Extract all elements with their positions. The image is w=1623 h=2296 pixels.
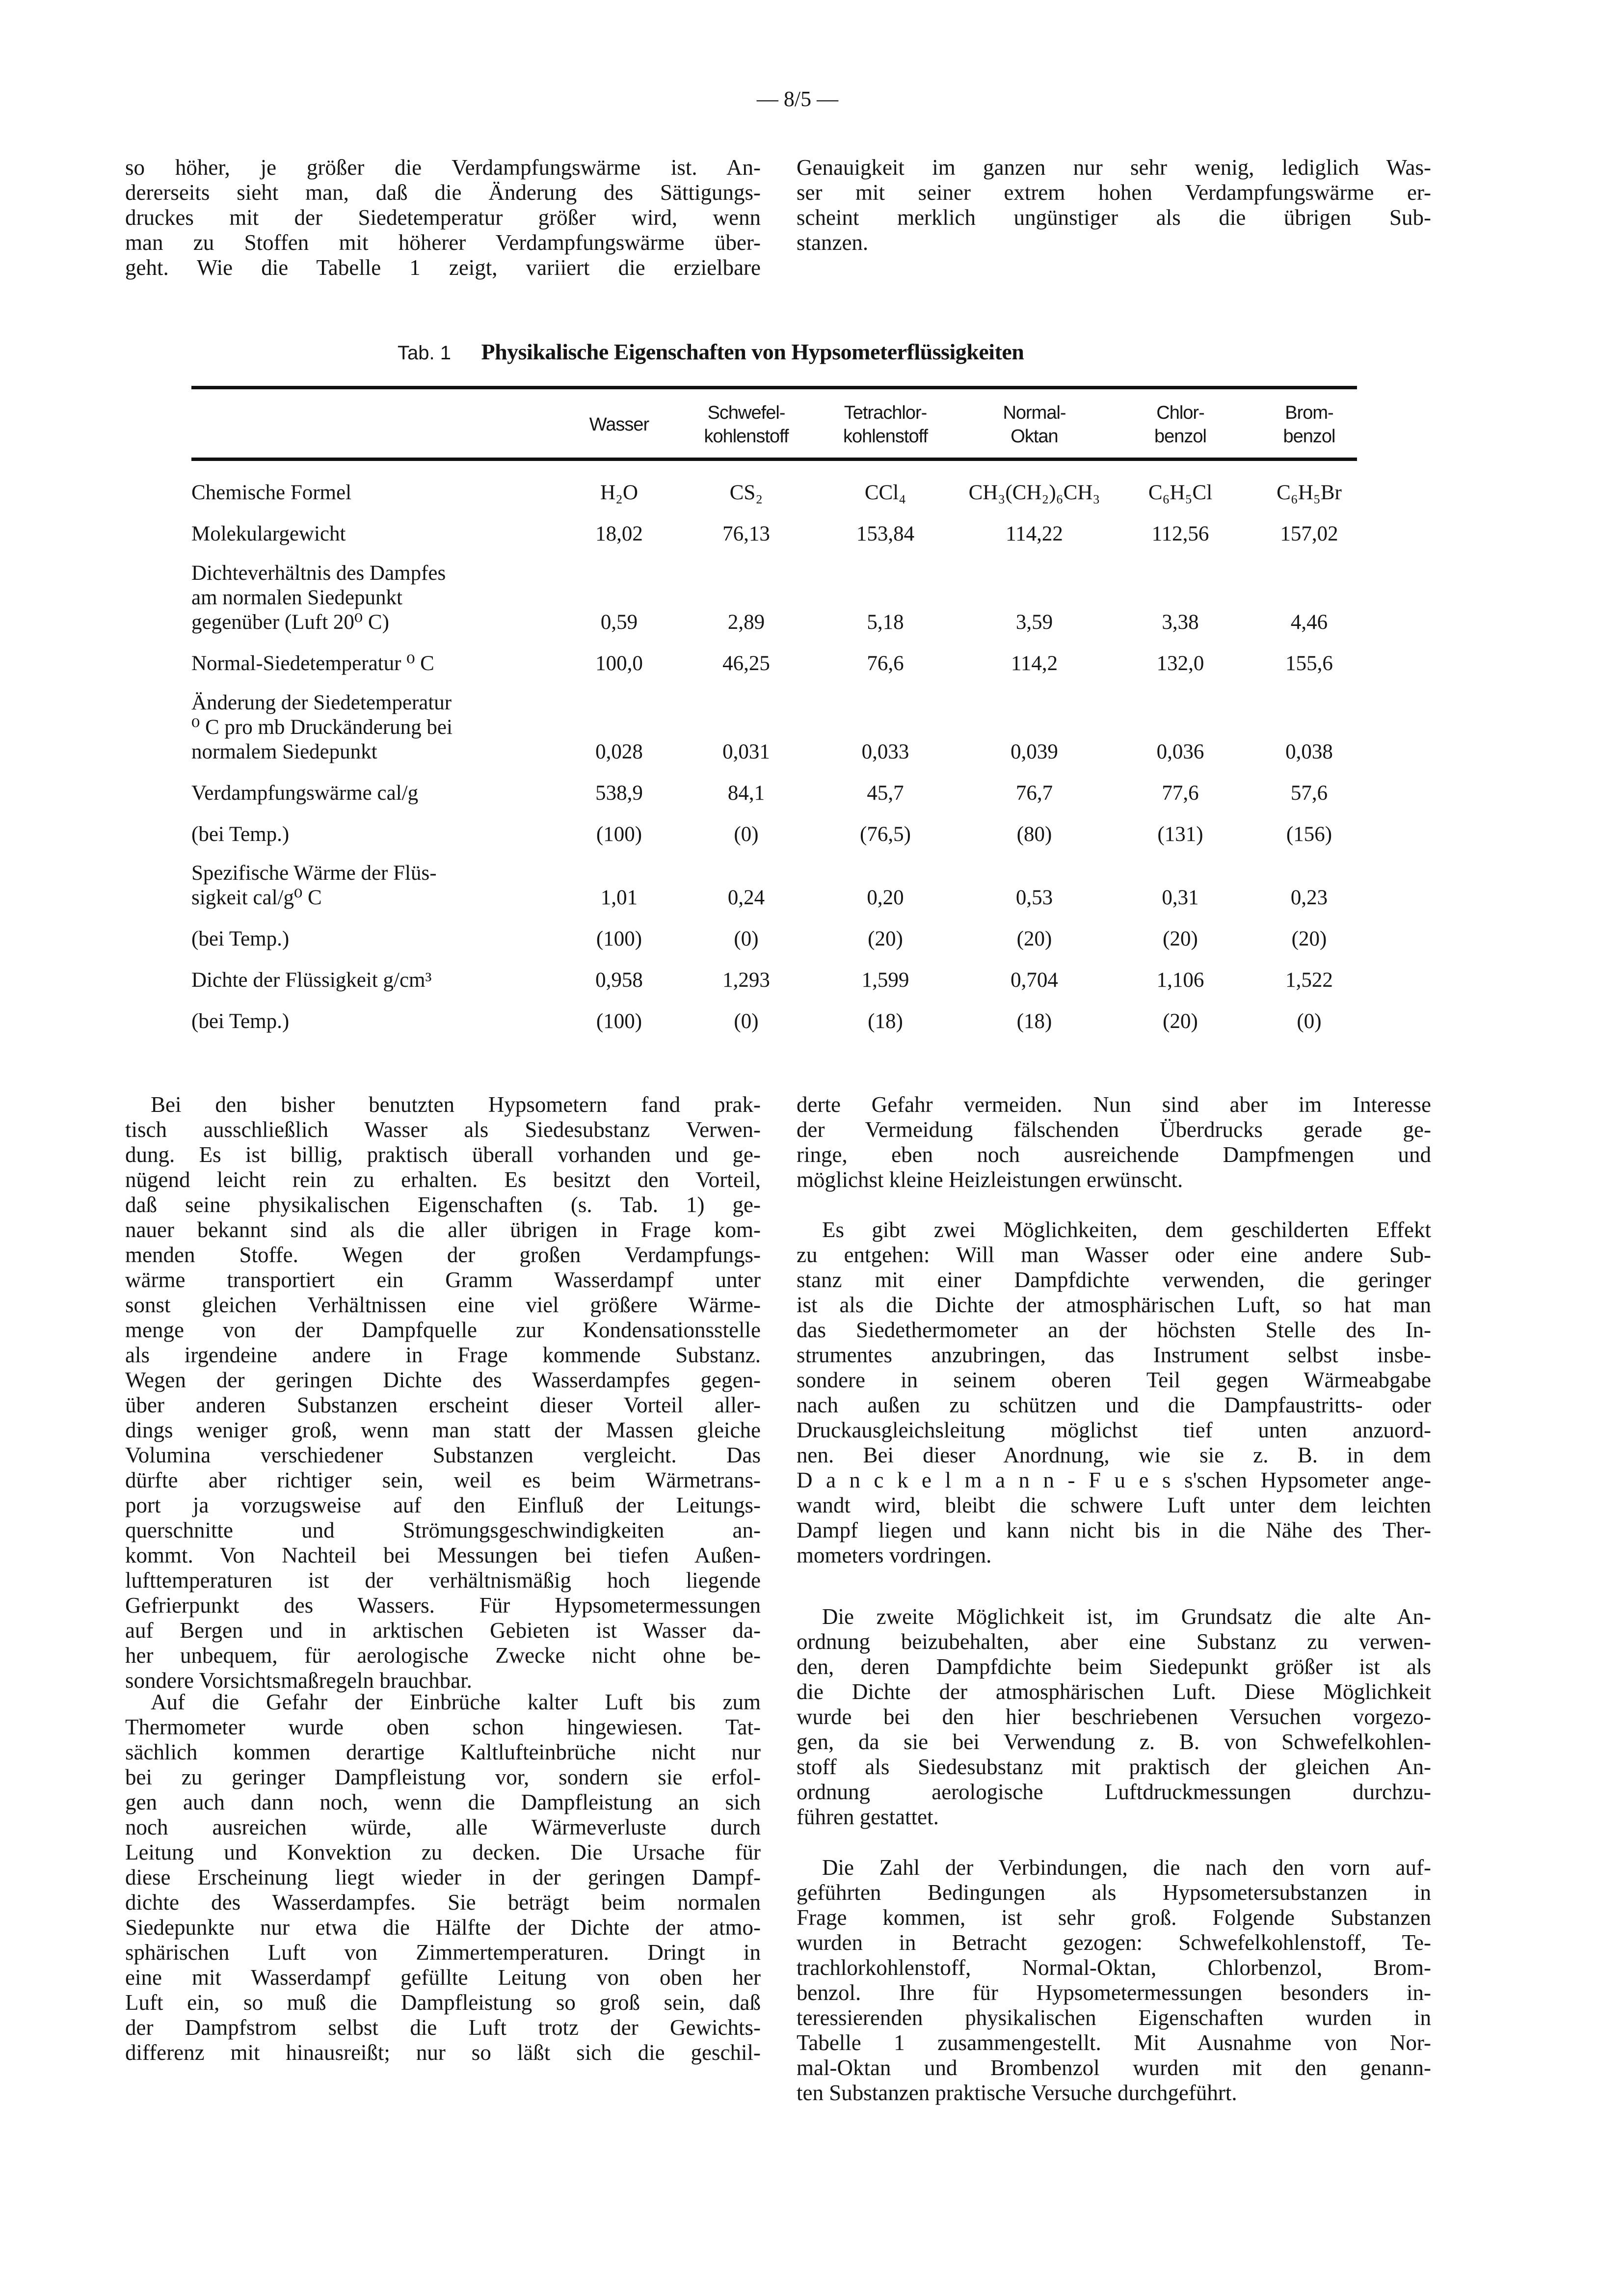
text-line: nauer bekannt sind als die aller übrigen in Frage kom-	[125, 1217, 761, 1242]
table-header-row	[191, 390, 1369, 459]
table-cell: 76,7	[1015, 782, 1053, 805]
row-label-line: Verdampfungswärme cal/g	[191, 782, 419, 805]
text-line: bei zu geringer Dampfleistung vor, sondern sie erfol-	[125, 1765, 761, 1789]
text-line: sondere in seinem oberen Teil gegen Wärmeabgabe	[797, 1368, 1431, 1392]
row-label-line: Molekulargewicht	[191, 522, 346, 545]
text-line: Die zweite Möglichkeit ist, im Grundsatz die alte An-	[822, 1604, 1431, 1629]
text-line: ordnung beizubehalten, aber eine Substanz zu verwen-	[797, 1629, 1431, 1654]
column-header-line: Tetrachlor-	[844, 403, 927, 423]
table-cell: (100)	[596, 823, 642, 846]
paragraph-body-right-1	[797, 1092, 1431, 1192]
column-header-line: Brom-	[1285, 403, 1333, 423]
table-cell: (20)	[1163, 1010, 1198, 1033]
text-line: so höher, je größer die Verdampfungswärme ist. An-	[125, 155, 761, 180]
column-header-line: Wasser	[589, 414, 649, 435]
column-header	[679, 390, 814, 459]
text-line: scheint merklich ungünstiger als die übrigen Sub-	[797, 205, 1431, 230]
row-label	[191, 553, 559, 642]
text-line: querschnitte und Strömungsgeschwindigkeiten an-	[125, 1518, 761, 1542]
table-cell: 112,56	[1151, 522, 1209, 545]
table-cell: 1,01	[600, 886, 638, 909]
paragraph-body-right-2	[797, 1217, 1431, 1568]
text-line: das Siedethermometer an der höchsten Stelle des In-	[797, 1318, 1431, 1342]
row-label	[191, 683, 559, 771]
column-header	[1112, 390, 1249, 459]
column-header-line: kohlenstoff	[704, 426, 789, 447]
table-cell: (0)	[734, 1010, 759, 1033]
table-cell: (20)	[1291, 927, 1327, 950]
text-line: stanz mit einer Dampfdichte verwenden, die geringer	[797, 1268, 1431, 1292]
row-label	[191, 642, 559, 683]
table-row	[191, 854, 1369, 917]
table-cell: 155,6	[1285, 652, 1333, 675]
table-cell: 1,293	[722, 969, 770, 992]
table-cell: (100)	[596, 1010, 642, 1033]
text-line: dürfte aber richtiger sein, weil es beim Wärmetrans-	[125, 1468, 761, 1492]
text-line: druckes mit der Siedetemperatur größer wird, wenn	[125, 205, 761, 230]
table-cell: (20)	[868, 927, 903, 950]
table-row	[191, 958, 1369, 999]
table-cell: CCl₄	[864, 481, 906, 504]
text-line: Es gibt zwei Möglichkeiten, dem geschilderten Effekt	[822, 1217, 1431, 1242]
table-cell: (100)	[596, 927, 642, 950]
text-line: Gefrierpunkt des Wassers. Für Hypsometermessungen	[125, 1593, 761, 1618]
table-cell: 0,53	[1015, 886, 1053, 909]
table-cell: (20)	[1163, 927, 1198, 950]
table-cell: 1,599	[861, 969, 909, 992]
text-line: nügend leicht rein zu erhalten. Es besitzt den Vorteil,	[125, 1167, 761, 1192]
text-line: trachlorkohlenstoff, Normal-Oktan, Chlorbenzol, Brom-	[797, 1955, 1431, 1980]
column-header-line: Oktan	[1011, 426, 1058, 447]
text-line: her unbequem, für aerologische Zwecke nicht ohne be-	[125, 1643, 761, 1668]
text-line: wandt wird, bleibt die schwere Luft unter dem leichten	[797, 1493, 1431, 1517]
text-line: den, deren Dampfdichte beim Siedepunkt größer ist als	[797, 1654, 1431, 1679]
text-line: Druckausgleichsleitung möglichst tief unten anzuord-	[797, 1418, 1431, 1442]
text-line: geführten Bedingungen als Hypsometersubstanzen in	[797, 1880, 1431, 1905]
text-line: auf Bergen und in arktischen Gebieten ist Wasser da-	[125, 1618, 761, 1643]
text-line: tisch ausschließlich Wasser als Siedesubstanz Verwen-	[125, 1117, 761, 1142]
text-line: Siedepunkte nur etwa die Hälfte der Dichte der atmo-	[125, 1915, 761, 1940]
row-label	[191, 812, 559, 854]
table-cell: 153,84	[856, 522, 915, 545]
table-cell: 0,036	[1156, 740, 1204, 763]
table-cell: (0)	[734, 823, 759, 846]
row-label-line: Spezifische Wärme der Flüs-	[191, 862, 437, 885]
paragraph-body-left-1	[125, 1092, 761, 1693]
table-cell: 0,038	[1285, 740, 1333, 763]
row-label-line: normalem Siedepunkt	[191, 740, 377, 763]
text-line: gen, da sie bei Verwendung z. B. von Schwefelkohlen-	[797, 1729, 1431, 1754]
table-cell: 0,23	[1290, 886, 1328, 909]
table-cell: 1,106	[1156, 969, 1204, 992]
text-line: Frage kommen, ist sehr groß. Folgende Substanzen	[797, 1905, 1431, 1930]
table-cell: CH₃(CH₂)₆CH₃	[968, 481, 1100, 504]
text-line: geht. Wie die Tabelle 1 zeigt, variiert die erzielbare	[125, 255, 761, 280]
page-number: — 8/5 —	[756, 87, 839, 111]
table-row	[191, 553, 1369, 642]
table-cell: 0,20	[867, 886, 904, 909]
text-line: eine mit Wasserdampf gefüllte Leitung von oben her	[125, 1965, 761, 1990]
row-label-line: ⁰ C pro mb Druckänderung bei	[191, 716, 452, 739]
table-row	[191, 771, 1369, 812]
text-line: über anderen Substanzen erscheint dieser Vorteil aller-	[125, 1393, 761, 1417]
table-row	[191, 917, 1369, 958]
table-cell: 100,0	[595, 652, 643, 675]
table-cell: (156)	[1286, 823, 1332, 846]
column-header	[559, 390, 679, 459]
text-line: ser mit seiner extrem hohen Verdampfungswärme er-	[797, 180, 1431, 205]
text-line: Volumina verschiedener Substanzen vergleicht. Das	[125, 1443, 761, 1467]
table-cell: 132,0	[1156, 652, 1204, 675]
text-line: sphärischen Luft von Zimmertemperaturen. Dringt in	[125, 1940, 761, 1965]
row-label	[191, 512, 559, 553]
text-line: Genauigkeit im ganzen nur sehr wenig, lediglich Was-	[797, 155, 1431, 180]
table-cell: 157,02	[1280, 522, 1338, 545]
text-line: Luft ein, so muß die Dampfleistung so groß sein, daß	[125, 1990, 761, 2015]
table-cell: C₆H₅Cl	[1148, 481, 1213, 504]
text-line: Tabelle 1 zusammengestellt. Mit Ausnahme von Nor-	[797, 2030, 1431, 2055]
table-cell: (76,5)	[860, 823, 911, 846]
table-cell: 0,31	[1162, 886, 1199, 909]
table-cell: 0,59	[600, 611, 638, 634]
text-line: Auf die Gefahr der Einbrüche kalter Luft bis zum	[151, 1690, 761, 1714]
column-header-line: Chlor-	[1156, 403, 1204, 423]
row-label	[191, 771, 559, 812]
text-line: daß seine physikalischen Eigenschaften (s. Tab. 1) ge-	[125, 1192, 761, 1217]
text-line: benzol. Ihre für Hypsometermessungen besonders in-	[797, 1980, 1431, 2005]
text-line: wurden in Betracht gezogen: Schwefelkohlenstoff, Te-	[797, 1930, 1431, 1955]
table-cell: (0)	[1297, 1010, 1322, 1033]
table-cell: (18)	[1016, 1010, 1052, 1033]
text-line: als irgendeine andere in Frage kommende Substanz.	[125, 1343, 761, 1367]
text-line: mal-Oktan und Brombenzol wurden mit den genann-	[797, 2055, 1431, 2080]
text-line: gen auch dann noch, wenn die Dampfleistung an sich	[125, 1790, 761, 1814]
table-cell: H₂O	[600, 481, 639, 504]
table-cell: 114,2	[1011, 652, 1058, 675]
row-label	[191, 854, 559, 917]
table-cell: (18)	[868, 1010, 903, 1033]
column-header-line: Normal-	[1003, 403, 1066, 423]
text-line: sondere Vorsichtsmaßregeln brauchbar.	[125, 1668, 472, 1693]
column-header-line: benzol	[1154, 426, 1206, 447]
text-line: führen gestattet.	[797, 1805, 939, 1829]
table-caption	[398, 339, 1024, 365]
table-cell: 45,7	[867, 782, 904, 805]
text-line: ten Substanzen praktische Versuche durchgeführt.	[797, 2080, 1237, 2105]
column-header	[814, 390, 957, 459]
row-label	[191, 999, 559, 1041]
row-label-line: (bei Temp.)	[191, 927, 290, 950]
paragraph-body-right-4	[797, 1855, 1431, 2106]
table-cell: 0,958	[595, 969, 643, 992]
text-line: port ja vorzugsweise auf den Einfluß der Leitungs-	[125, 1493, 761, 1517]
column-header	[957, 390, 1112, 459]
text-line: dung. Es ist billig, praktisch überall vorhanden und ge-	[125, 1142, 761, 1167]
text-line: nen. Bei dieser Anordnung, wie sie z. B. in dem	[797, 1443, 1431, 1467]
table-row	[191, 642, 1369, 683]
table-cell: (131)	[1157, 823, 1203, 846]
text-line: Wegen der geringen Dichte des Wasserdampfes gegen-	[125, 1368, 761, 1392]
text-line: dings weniger groß, wenn man statt der Massen gleiche	[125, 1418, 761, 1442]
table-cell: (20)	[1016, 927, 1052, 950]
properties-table	[191, 390, 1369, 1041]
table-cell: 84,1	[727, 782, 765, 805]
table-cell: 57,6	[1290, 782, 1328, 805]
row-label-line: (bei Temp.)	[191, 823, 290, 846]
text-line: Thermometer wurde oben schon hingewiesen. Tat-	[125, 1715, 761, 1739]
text-line: stoff als Siedesubstanz mit praktisch der gleichen An-	[797, 1755, 1431, 1779]
text-line: Bei den bisher benutzten Hypsometern fand prak-	[151, 1092, 761, 1117]
table-row	[191, 459, 1369, 512]
text-line: der Vermeidung fälschenden Überdrucks gerade ge-	[797, 1117, 1431, 1142]
table-cell: 2,89	[727, 611, 765, 634]
text-line: Die Zahl der Verbindungen, die nach den vorn auf-	[822, 1855, 1431, 1880]
paragraph-body-left-2	[125, 1690, 761, 2065]
text-line: Leitung und Konvektion zu decken. Die Ursache für	[125, 1840, 761, 1864]
row-label-line: Dichte der Flüssigkeit g/cm³	[191, 969, 432, 992]
row-label	[191, 459, 559, 512]
table-top-rule	[191, 386, 1357, 389]
text-line: stanzen.	[797, 230, 869, 255]
text-line: mometers vordringen.	[797, 1543, 992, 1567]
paragraph-body-right-3	[797, 1604, 1431, 1830]
table-cell: 5,18	[867, 611, 904, 634]
text-line: die Dichte der atmosphärischen Luft. Diese Möglichkeit	[797, 1679, 1431, 1704]
table-row	[191, 683, 1369, 771]
text-line: derte Gefahr vermeiden. Nun sind aber im Interesse	[797, 1092, 1431, 1117]
text-line: dererseits sieht man, daß die Änderung des Sättigungs-	[125, 180, 761, 205]
table-cell: 1,522	[1285, 969, 1333, 992]
table-row	[191, 812, 1369, 854]
row-label-line: Dichteverhältnis des Dampfes	[191, 562, 446, 585]
text-line: Dampf liegen und kann nicht bis in die Nähe des Ther-	[797, 1518, 1431, 1542]
row-label-line: sigkeit cal/g⁰ C	[191, 886, 322, 909]
row-label	[191, 917, 559, 958]
table-cell: 46,25	[722, 652, 770, 675]
paragraph-top-right	[797, 155, 1431, 255]
text-line: wurde bei den hier beschriebenen Versuchen vorgezo-	[797, 1704, 1431, 1729]
table-cell: 76,6	[867, 652, 904, 675]
header-label-cell	[191, 390, 559, 459]
row-label-line: Normal-Siedetemperatur ⁰ C	[191, 652, 434, 675]
table-number: Tab. 1	[398, 342, 451, 364]
text-line: sächlich kommen derartige Kaltlufteinbrüche nicht nur	[125, 1740, 761, 1764]
text-line: zu entgehen: Will man Wasser oder eine andere Sub-	[797, 1243, 1431, 1267]
text-line: D a n c k e l m a n n - F u e s s'schen Hypsometer ange-	[797, 1468, 1431, 1492]
table-cell: 114,22	[1006, 522, 1063, 545]
table-cell: C₆H₅Br	[1277, 481, 1342, 504]
table-cell: (80)	[1016, 823, 1052, 846]
row-label-line: Änderung der Siedetemperatur	[191, 691, 452, 714]
table-cell: 0,704	[1011, 969, 1058, 992]
row-label	[191, 958, 559, 999]
table-cell: (0)	[734, 927, 759, 950]
text-line: wärme transportiert ein Gramm Wasserdampf unter	[125, 1268, 761, 1292]
table-cell: 4,46	[1290, 611, 1328, 634]
column-header-line: kohlenstoff	[843, 426, 928, 447]
table-cell: 3,59	[1015, 611, 1053, 634]
text-line: teressierenden physikalischen Eigenschaften wurden in	[797, 2005, 1431, 2030]
text-line: der Dampfstrom selbst die Luft trotz der Gewichts-	[125, 2015, 761, 2040]
paragraph-top-left	[125, 155, 761, 280]
text-line: dichte des Wasserdampfes. Sie beträgt beim normalen	[125, 1890, 761, 1915]
text-line: kommt. Von Nachteil bei Messungen bei tiefen Außen-	[125, 1543, 761, 1567]
table-cell: 0,028	[595, 740, 643, 763]
row-label-line: (bei Temp.)	[191, 1010, 290, 1033]
table-cell: 3,38	[1162, 611, 1199, 634]
table-row	[191, 512, 1369, 553]
text-line: ringe, eben noch ausreichende Dampfmengen und	[797, 1142, 1431, 1167]
table-row	[191, 999, 1369, 1041]
table-cell: 0,033	[861, 740, 909, 763]
table-cell: 0,24	[727, 886, 765, 909]
text-line: noch ausreichen würde, alle Wärmeverluste durch	[125, 1815, 761, 1839]
table-cell: 0,031	[722, 740, 770, 763]
row-label-line: Chemische Formel	[191, 481, 352, 504]
column-header-line: benzol	[1283, 426, 1335, 447]
row-label-line: gegenüber (Luft 20⁰ C)	[191, 611, 389, 634]
text-line: diese Erscheinung liegt wieder in der geringen Dampf-	[125, 1865, 761, 1890]
text-line: differenz mit hinausreißt; nur so läßt sich die geschil-	[125, 2040, 761, 2065]
column-header-line: Schwefel-	[707, 403, 785, 423]
table-cell: 18,02	[595, 522, 643, 545]
table-cell: 77,6	[1162, 782, 1199, 805]
text-line: sonst gleichen Verhältnissen eine viel größere Wärme-	[125, 1293, 761, 1317]
table-cell: CS₂	[729, 481, 763, 504]
row-label-line: am normalen Siedepunkt	[191, 586, 402, 609]
text-line: lufttemperaturen ist der verhältnismäßig hoch liegende	[125, 1568, 761, 1593]
text-line: strumentes anzubringen, das Instrument selbst insbe-	[797, 1343, 1431, 1367]
table-title: Physikalische Eigenschaften von Hypsometerflüssigkeiten	[481, 339, 1024, 364]
table-cell: 0,039	[1011, 740, 1058, 763]
table-cell: 76,13	[722, 522, 770, 545]
table-cell: 538,9	[595, 782, 643, 805]
text-line: man zu Stoffen mit höherer Verdampfungswärme über-	[125, 230, 761, 255]
text-line: ist als die Dichte der atmosphärischen Luft, so hat man	[797, 1293, 1431, 1317]
column-header	[1249, 390, 1369, 459]
text-line: möglichst kleine Heizleistungen erwünscht.	[797, 1167, 1183, 1192]
text-line: ordnung aerologische Luftdruckmessungen durchzu-	[797, 1780, 1431, 1804]
text-line: menge von der Dampfquelle zur Kondensationsstelle	[125, 1318, 761, 1342]
text-line: menden Stoffe. Wegen der großen Verdampfungs-	[125, 1243, 761, 1267]
text-line: nach außen zu schützen und die Dampfaustritts- oder	[797, 1393, 1431, 1417]
